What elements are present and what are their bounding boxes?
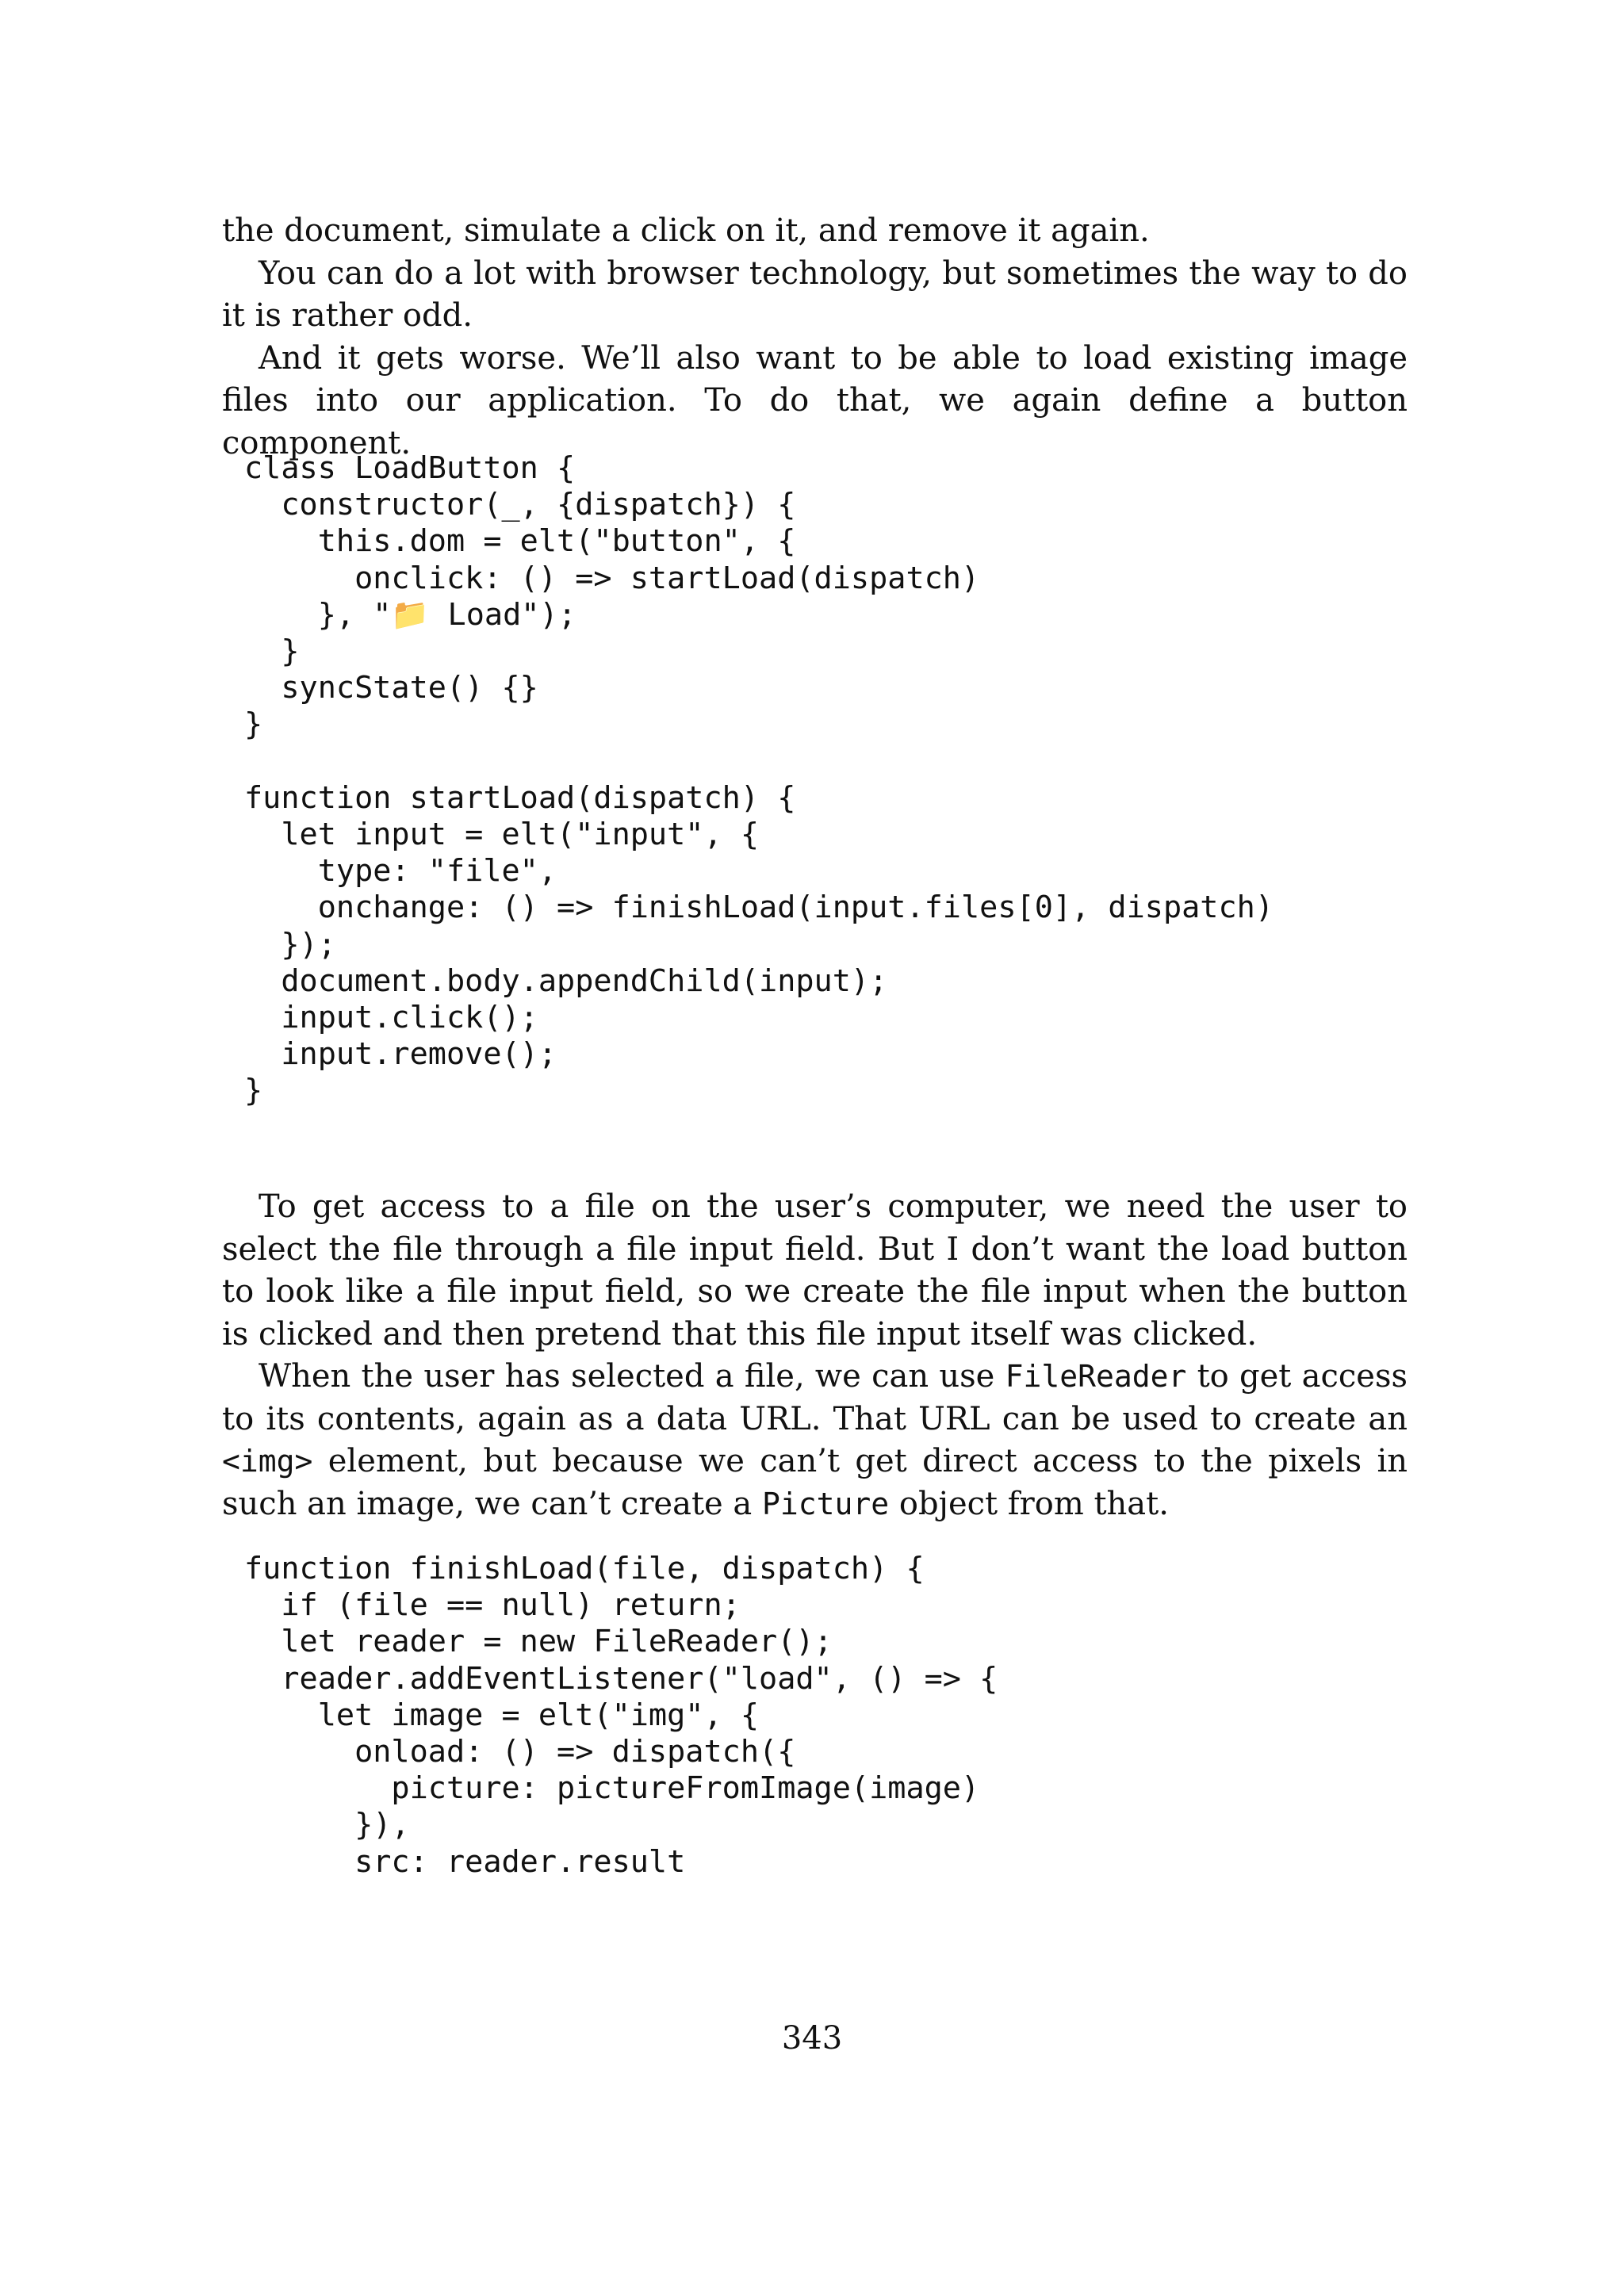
intro-text xyxy=(222,210,1408,465)
paragraph-file-reader xyxy=(222,1356,1408,1525)
middle-text xyxy=(222,1186,1408,1525)
code-block-load-button: class LoadButton { constructor(_, {dispatch}) { this.dom = elt("button", { onclick: () => startLoad(dispatch) }, "📁 Load"); } syncState() {} } function startLoad(dispatch) { let input = elt("input", { type: "file", onchange: () => finishLoad(input.files[0], dispatch) }); document.body.appendChild(input); input.click(); input.remove(); } xyxy=(244,450,1274,1109)
paragraph-browser-technology: You can do a lot with browser technology, but sometimes the way to do it is rather odd. xyxy=(222,254,1408,334)
text-fragment: When the user has selected a file, we can use xyxy=(259,1358,1005,1395)
paragraph-load-button-intro: And it gets worse. We’ll also want to be able to load existing image files into our application. To do that, we again define a button component. xyxy=(222,339,1408,461)
paragraph-continuation: the document, simulate a click on it, and remove it again. xyxy=(222,212,1150,249)
text-fragment: object from that. xyxy=(889,1485,1169,1522)
inline-code-img: <img> xyxy=(222,1444,313,1479)
inline-code-filereader: FileReader xyxy=(1005,1359,1187,1394)
text-fragment: element, but because we can’t get direct access to the pixels in such an image, we can’t create a xyxy=(222,1443,1408,1522)
code-block-finish-load: function finishLoad(file, dispatch) { if (file == null) return; let reader = new FileReader(); reader.addEventListener("load", () => { let image = elt("img", { onload: () => dispatch({ picture: pictureFromImage(image) }), src: reader.result xyxy=(244,1551,998,1880)
paragraph-file-access: To get access to a file on the user’s computer, we need the user to select the file through a file input field. But I don’t want the load button to look like a file input field, so we create the file input when the button is clicked and then pretend that this file input itself was clicked. xyxy=(222,1188,1408,1353)
inline-code-picture: Picture xyxy=(761,1486,890,1521)
text-fragment: to get access to its contents, again as a data URL. That URL can be used to create an xyxy=(222,1358,1408,1437)
page-number: 343 xyxy=(781,2020,843,2057)
